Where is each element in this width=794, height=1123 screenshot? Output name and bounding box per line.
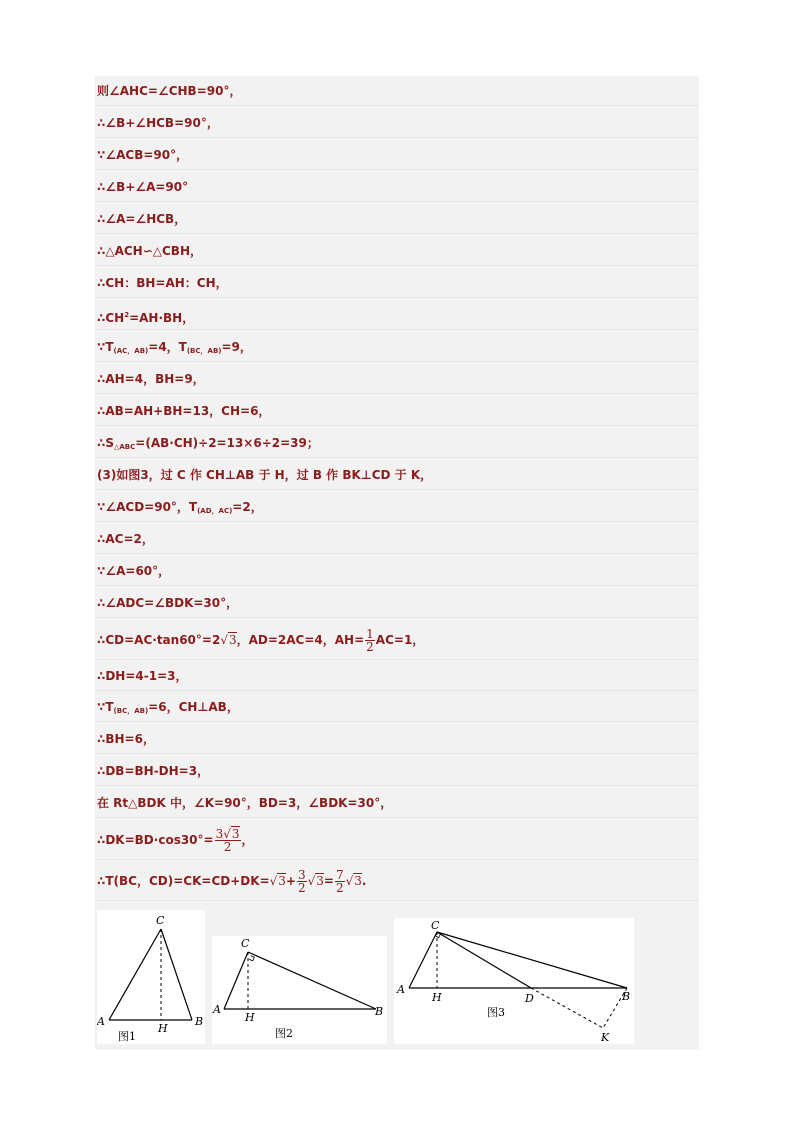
label-a: A <box>213 1003 221 1016</box>
solution-line-4: ∴∠B+∠A=90° <box>95 172 699 202</box>
figure-3 <box>394 918 634 1044</box>
label-c: C <box>431 919 440 932</box>
figure-1-diagram <box>97 910 205 1044</box>
segment-ac <box>409 932 437 988</box>
solution-line-1: 则∠AHC=∠CHB=90°， <box>95 76 699 106</box>
solution-line-9: $\because T_{(AC,AB)}=4$，$T_{(BC,AB)}=9$， <box>95 332 699 362</box>
segment-bc <box>161 929 192 1020</box>
solution-line-13: (3)如图3，过 C 作 CH⊥AB 于 H，过 B 作 BK⊥CD 于 K， <box>95 460 699 490</box>
solution-line-5: ∴∠A=∠HCB， <box>95 204 699 234</box>
figure-caption: 图3 <box>487 1006 505 1019</box>
label-a: A <box>97 1015 105 1028</box>
solution-line-12: $\therefore S_{\triangle ABC}=(AB\cdot CH)\div 2=13\times 6\div 2=39$； <box>95 428 699 458</box>
label-h: H <box>245 1011 255 1024</box>
solution-line-17: ∴∠ADC=∠BDK=30°， <box>95 588 699 618</box>
solution-line-14: ∵∠ACD=90°，$T_{(AD,AC)}=2$， <box>95 492 699 522</box>
solution-line-23: 在 Rt△BDK 中，∠K=90°，BD=3，∠BDK=30°， <box>95 788 699 818</box>
right-angle-mark <box>249 956 254 961</box>
segment-cb <box>437 932 627 988</box>
sqrt-expression: √3 <box>269 874 286 888</box>
label-c: C <box>156 914 165 927</box>
segment-bc <box>248 952 376 1009</box>
solution-line-25: ∴T(BC，CD)=CK=CD+DK=√3+ $\frac{3}{2}$ √3= $\frac{7}{2}$ √3. <box>95 861 699 901</box>
label-b: B <box>195 1015 204 1028</box>
fraction: $\frac{7}{2}$ <box>335 868 344 895</box>
solution-line-7: ∴CH：BH=AH：CH， <box>95 268 699 298</box>
segment-cd <box>437 932 531 988</box>
fraction: $\frac{1}{2}$ <box>366 627 374 654</box>
solution-line-22: ∴DB=BH-DH=3， <box>95 756 699 786</box>
solution-line-18: ∴CD=AC·tan60°=2√3，AD=2AC=4，AH= $\frac{1}{2}$ AC=1， <box>95 620 699 660</box>
solution-line-19: ∴DH=4-1=3， <box>95 661 699 691</box>
label-d: D <box>525 992 534 1005</box>
figure-1 <box>97 910 205 1044</box>
solution-line-8: $\therefore CH^2=AH\cdot BH$， <box>95 300 699 330</box>
label-h: H <box>158 1022 168 1035</box>
figure-3-diagram <box>394 918 634 1044</box>
solution-line-6: ∴△ACH∽△CBH， <box>95 236 699 266</box>
solution-line-20: $\because T_{(BC,AB)}=6$，CH⊥AB， <box>95 692 699 722</box>
label-b: B <box>375 1005 384 1018</box>
solution-line-2: ∴∠B+∠HCB=90°， <box>95 108 699 138</box>
solution-line-21: ∴BH=6， <box>95 724 699 754</box>
solution-line-15: ∴AC=2， <box>95 524 699 554</box>
solution-line-3: ∵∠ACB=90°， <box>95 140 699 170</box>
sqrt-expression: √3 <box>220 633 237 647</box>
segment-ac <box>224 952 248 1009</box>
solution-line-24: ∴DK=BD·cos30°= $\frac{3√3}{2}$ ， <box>95 820 699 860</box>
figure-caption: 图1 <box>118 1030 136 1043</box>
fraction: $\frac{3√3}{2}$ <box>215 827 240 854</box>
extension-dk <box>531 988 603 1028</box>
figure-2 <box>212 936 387 1044</box>
segment-ac <box>109 929 161 1020</box>
label-h: H <box>432 991 442 1004</box>
label-b: B <box>622 990 631 1003</box>
label-a: A <box>397 983 405 996</box>
figure-2-diagram <box>212 936 387 1044</box>
label-k: K <box>601 1031 610 1044</box>
figure-caption: 图2 <box>275 1027 293 1040</box>
solution-line-10: ∴AH=4，BH=9， <box>95 364 699 394</box>
fraction: $\frac{3}{2}$ <box>297 868 306 895</box>
solution-line-16: ∵∠A=60°， <box>95 556 699 586</box>
solution-line-11: ∴AB=AH+BH=13，CH=6， <box>95 396 699 426</box>
label-c: C <box>241 937 250 950</box>
